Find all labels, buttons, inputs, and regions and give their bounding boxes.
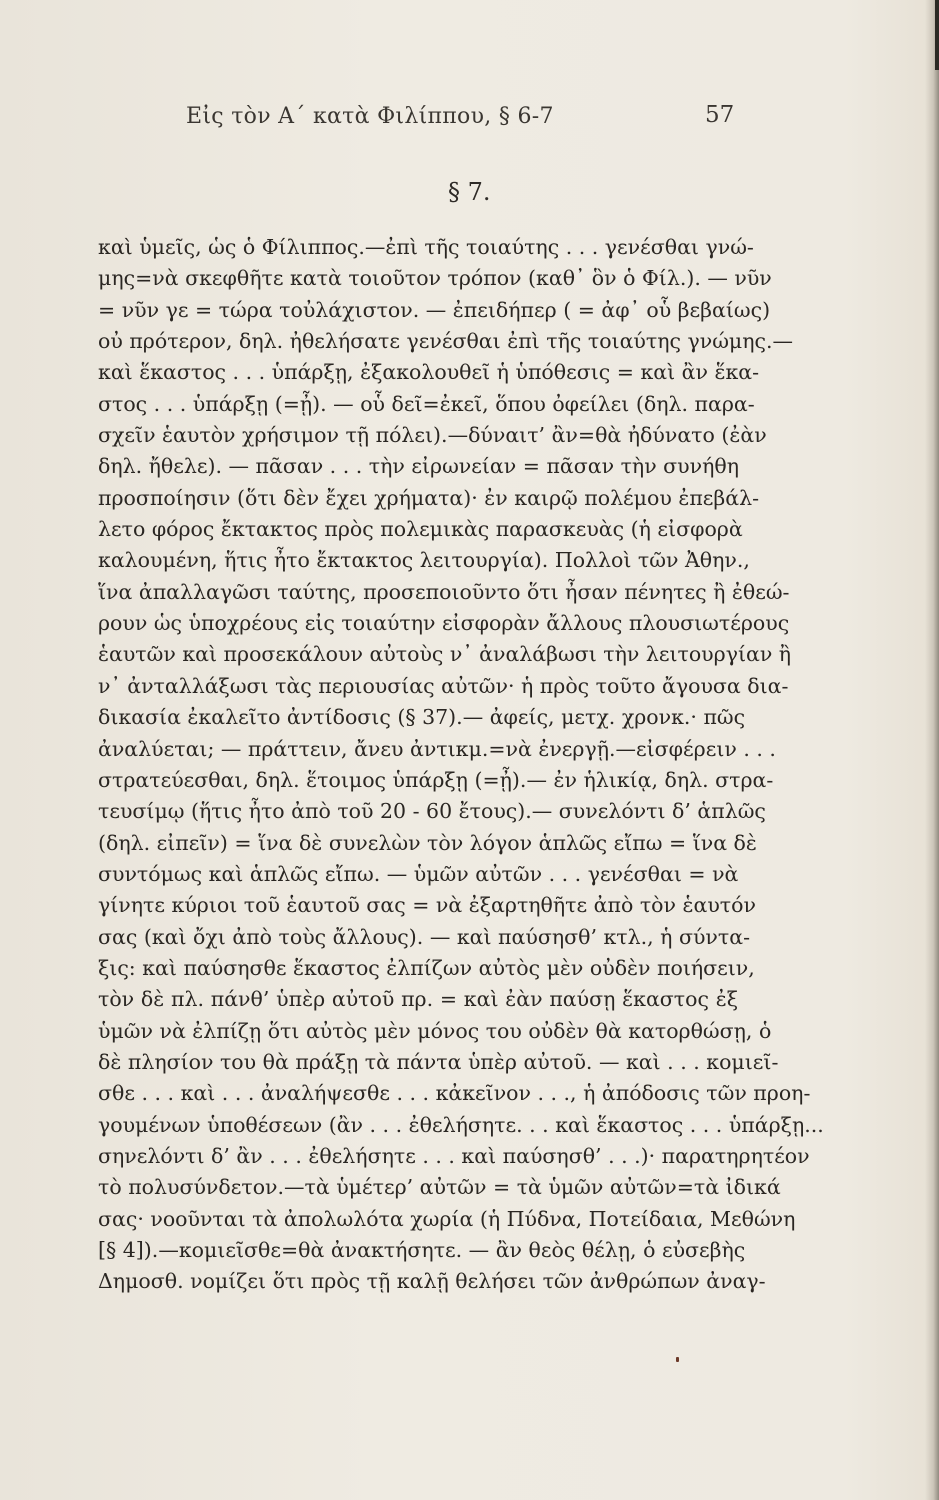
text-line: σας· νοοῦνται τὰ ἀπολωλότα χωρία (ἡ Πύδνα, Ποτείδαια, Μεθώνη (98, 1206, 796, 1231)
text-line: στος . . . ὑπάρξῃ (=ᾖ). — οὗ δεῖ=ἐκεῖ, ὅπου ὀφείλει (δηλ. παρα- (98, 391, 755, 416)
text-line: Δημοσθ. νομίζει ὅτι πρὸς τῇ καλῇ θελήσει τῶν ἀνθρώπων ἀναγ- (98, 1269, 766, 1294)
text-line: [§ 4]).—κομιεῖσθε=θὰ ἀνακτήσητε. — ἂν θεὸς θέλῃ, ὁ εὐσεβὴς (98, 1238, 746, 1262)
text-line: = νῦν γε = τώρα τοὐλάχιστον. — ἐπειδήπερ ( = ἀφ᾽ οὗ βεβαίως) (98, 297, 771, 322)
text-line: ρουν ὡς ὑποχρέους εἰς τοιαύτην εἰσφορὰν ἄλλους πλουσιωτέρους (98, 611, 790, 636)
page-edge-dark-strip (935, 0, 939, 70)
text-line: τευσίμῳ (ἥτις ἦτο ἀπὸ τοῦ 20 - 60 ἔτους).— συνελόντι δ’ ἁπλῶς (98, 799, 766, 824)
text-line: τὸ πολυσύνδετον.—τὰ ὑμέτερ’ αὐτῶν = τὰ ὑμῶν αὐτῶν=τὰ ἰδικά (98, 1175, 781, 1200)
text-line: στρατεύεσθαι, δηλ. ἕτοιμος ὑπάρξῃ (=ᾖ).— ἐν ἡλικίᾳ, δηλ. στρα- (98, 767, 774, 792)
text-line: ἑαυτῶν καὶ προσεκάλουν αὐτοὺς ν᾽ ἀναλάβωσι τὴν λειτουργίαν ἢ (98, 642, 792, 667)
text-line: ξις: καὶ παύσησθε ἕκαστος ἐλπίζων αὐτὸς μὲν οὐδὲν ποιήσειν, (98, 955, 755, 980)
text-line: σχεῖν ἑαυτὸν χρήσιμον τῇ πόλει).—δύναιτ’ ἂν=θὰ ἠδύνατο (ἐὰν (98, 423, 767, 448)
text-line: δικασία ἐκαλεῖτο ἀντίδοσις (§ 37).— ἀφείς, μετχ. χρονκ.· πῶς (98, 705, 746, 730)
text-line: γίνητε κύριοι τοῦ ἑαυτοῦ σας = νὰ ἐξαρτηθῆτε ἀπὸ τὸν ἑαυτόν (98, 893, 756, 918)
text-line: δὲ πλησίον του θὰ πράξῃ τὰ πάντα ὑπὲρ αὐτοῦ. — καὶ . . . κομιεῖ- (98, 1049, 779, 1074)
text-line: γουμένων ὑποθέσεων (ἂν . . . ἐθελήσητε. . . καὶ ἕκαστος . . . ὑπάρξῃ... (98, 1112, 824, 1137)
page-number: 57 (705, 102, 735, 128)
text-line: ἀναλύεται; — πράττειν, ἄνευ ἀντικμ.=νὰ ἐνεργῇ.—εἰσφέρειν . . . (98, 736, 776, 761)
text-line: ἵνα ἀπαλλαγῶσι ταύτης, προσεποιοῦντο ὅτι ἦσαν πένητες ἢ ἐθεώ- (98, 579, 790, 604)
text-line: ν᾽ ἀνταλλάξωσι τὰς περιουσίας αὐτῶν· ἡ πρὸς τοῦτο ἄγουσα δια- (98, 673, 789, 698)
text-line: σας (καὶ ὄχι ἀπὸ τοὺς ἄλλους). — καὶ παύσησθ’ κτλ., ἡ σύντα- (98, 924, 750, 949)
text-line: τὸν δὲ πλ. πάνθ’ ὑπὲρ αὐτοῦ πρ. = καὶ ἐὰν παύσῃ ἕκαστος ἐξ (98, 987, 738, 1012)
text-line: σηνελόντι δ’ ἂν . . . ἐθελήσητε . . . καὶ παύσησθ’ . . .)· παρατηρητέον (98, 1143, 810, 1168)
text-line: συντόμως καὶ ἁπλῶς εἴπω. — ὑμῶν αὐτῶν . . . γενέσθαι = νὰ (98, 861, 739, 886)
text-line: δηλ. ἤθελε). — πᾶσαν . . . τὴν εἰρωνείαν = πᾶσαν τὴν συνήθη (98, 454, 740, 479)
page-edge-shadow (925, 0, 939, 1500)
text-line: (δηλ. εἰπεῖν) = ἵνα δὲ συνελὼν τὸν λόγον ἁπλῶς εἴπω = ἵνα δὲ (98, 830, 757, 855)
text-line: οὐ πρότερον, δηλ. ἠθελήσατε γενέσθαι ἐπὶ τῆς τοιαύτης γνώμης.— (98, 329, 794, 354)
text-line: καλουμένη, ἥτις ἦτο ἔκτακτος λειτουργία). Πολλοὶ τῶν Ἀθην., (98, 548, 750, 573)
running-title: Εἰς τὸν Α΄ κατὰ Φιλίππου, § 6-7 (186, 104, 554, 129)
text-line: καὶ ἕκαστος . . . ὑπάρξῃ, ἐξακολουθεῖ ἡ ὑπόθεσις = καὶ ἂν ἕκα- (98, 360, 760, 385)
text-line: σθε . . . καὶ . . . ἀναλήψεσθε . . . κἀκεῖνον . . ., ἡ ἀπόδοσις τῶν προη- (98, 1081, 811, 1106)
text-line: ὑμῶν νὰ ἐλπίζῃ ὅτι αὐτὸς μὲν μόνος του οὐδὲν θὰ κατορθώσῃ, ὁ (98, 1018, 772, 1043)
section-heading: § 7. (448, 178, 491, 206)
text-line: μης=νὰ σκεφθῆτε κατὰ τοιοῦτον τρόπον (καθ᾽ ὃν ὁ Φίλ.). — νῦν (98, 266, 772, 291)
ink-speck (676, 1357, 679, 1362)
text-line: προσποίησιν (ὅτι δὲν ἔχει χρήματα)· ἐν καιρῷ πολέμου ἐπεβάλ- (98, 485, 760, 510)
commentary-text (98, 232, 824, 1298)
text-line: λετο φόρος ἔκτακτος πρὸς πολεμικὰς παρασκευὰς (ἡ εἰσφορὰ (98, 517, 743, 542)
text-line: καὶ ὑμεῖς, ὡς ὁ Φίλιππος.—ἐπὶ τῆς τοιαύτης . . . γενέσθαι γνώ- (98, 235, 754, 259)
